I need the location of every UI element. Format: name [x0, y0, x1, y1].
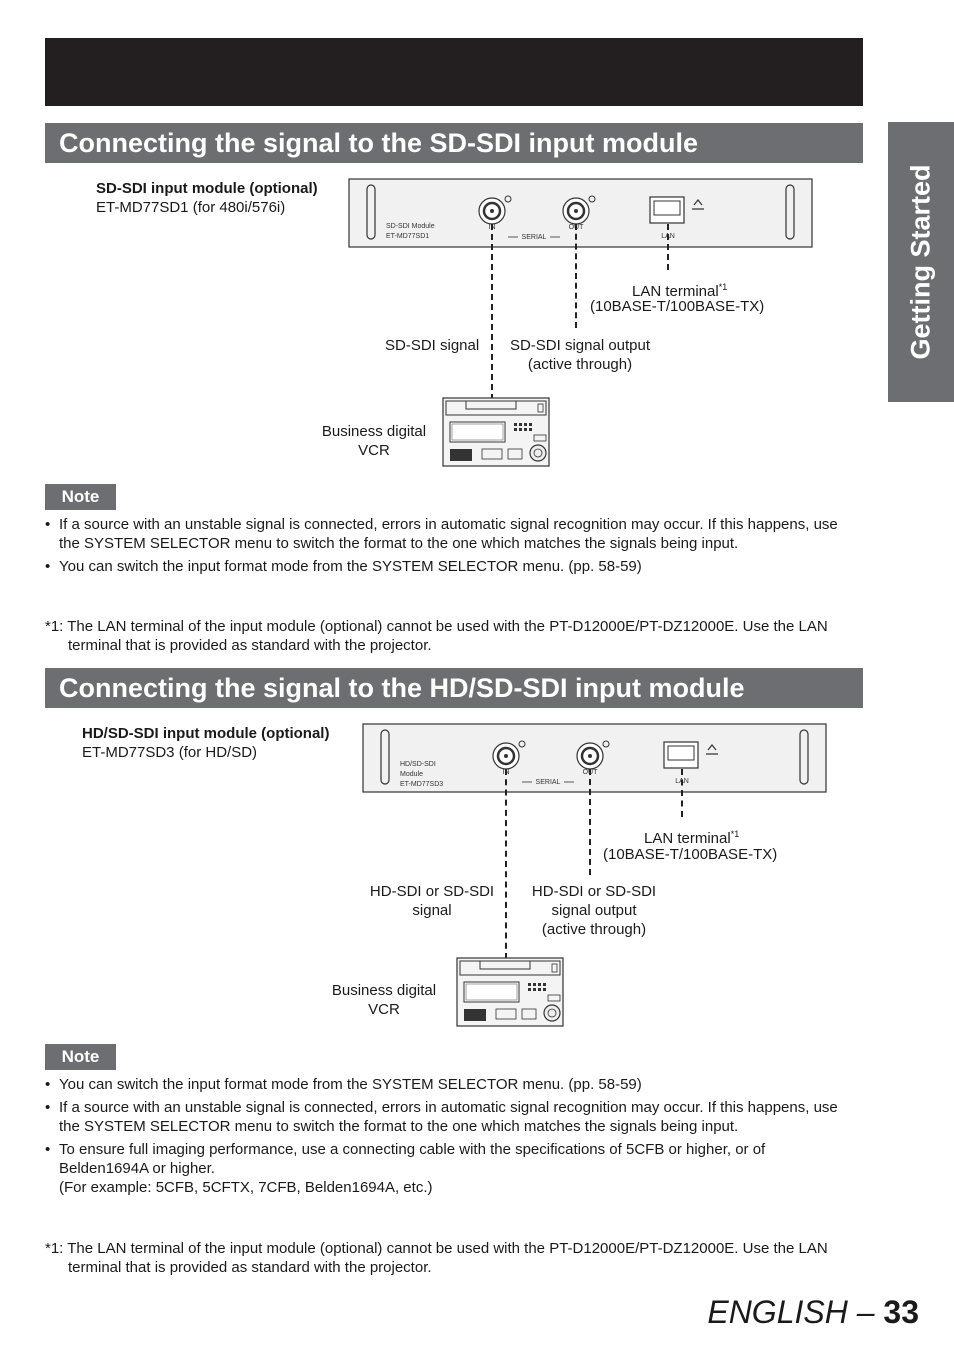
lan-terminal-spec: (10BASE-T/100BASE-TX)	[590, 298, 765, 315]
section-title-hd-sd-sdi: Connecting the signal to the HD/SD-SDI input module	[45, 668, 863, 708]
footnote: *1: The LAN terminal of the input module (optional) cannot be used with the PT-D12000E/PT-DZ12000E. Use the LAN terminal that is provided as standard with the projector.	[45, 618, 828, 654]
lan-terminal-label: LAN terminal$^{*1}$	[632, 282, 728, 300]
hd-sdi-output-cable	[589, 769, 591, 875]
module-model: ET-MD77SD3 (for HD/SD)	[82, 744, 258, 761]
panel-lan-label: LAN	[661, 233, 675, 240]
panel-in-label: IN	[488, 224, 496, 231]
panel-label-line3: ET-MD77SD3	[400, 781, 444, 788]
panel-label-line1: SD-SDI Module	[386, 223, 435, 230]
lan-terminal-label: LAN terminal$^{*1}$	[644, 829, 740, 847]
hd-sdi-output-label-line3: (active through)	[541, 921, 647, 938]
note-badge: Note	[45, 1044, 116, 1070]
panel-serial-label: SERIAL	[521, 234, 547, 241]
sd-sdi-output-cable	[575, 224, 577, 328]
hd-sdi-output-label-line1: HD-SDI or SD-SDI	[531, 883, 657, 900]
hd-sdi-signal-label-line2: signal	[412, 902, 452, 919]
side-tab-label: Getting Started	[905, 164, 936, 360]
vcr-icon	[442, 397, 550, 467]
hd-sdi-output-label-line2: signal output	[551, 902, 637, 919]
hd-sd-sdi-module-panel	[362, 723, 827, 793]
note-item: • If a source with an unstable signal is connected, errors in automatic signal recognition may occur. If this happens, use the SYSTEM SELECTOR menu to switch the format to the one which matches the signals being input.	[45, 1098, 855, 1136]
module-name: HD/SD-SDI input module (optional)	[82, 725, 330, 742]
module-name: SD-SDI input module (optional)	[96, 180, 318, 197]
panel-lan-label: LAN	[675, 778, 689, 785]
vcr-label-line2: VCR	[358, 442, 390, 459]
sd-sdi-output-label-line1: SD-SDI signal output	[509, 337, 651, 354]
panel-in-label: IN	[502, 769, 510, 776]
note-list	[45, 1075, 855, 1201]
page-number-value: 33	[883, 1294, 919, 1330]
side-tab	[888, 122, 954, 402]
panel-label-line2: ET-MD77SD1	[386, 233, 430, 240]
sd-sdi-module-panel	[348, 178, 813, 248]
lan-cable	[681, 769, 683, 817]
sd-sdi-input-cable	[491, 224, 493, 400]
footnote: *1: The LAN terminal of the input module (optional) cannot be used with the PT-D12000E/PT-DZ12000E. Use the LAN terminal that is provided as standard with the projector.	[45, 1240, 828, 1276]
note-item: • To ensure full imaging performance, use a connecting cable with the specifications of 5CFB or higher, or of Belden1694A or higher. (For example: 5CFB, 5CFTX, 7CFB, Belden1694A, etc.)	[45, 1140, 855, 1197]
note-badge: Note	[45, 484, 116, 510]
page-number-prefix: ENGLISH –	[707, 1294, 884, 1330]
panel-serial-label: SERIAL	[535, 779, 561, 786]
hd-sdi-input-cable	[505, 769, 507, 959]
module-model: ET-MD77SD1 (for 480i/576i)	[96, 199, 286, 216]
vcr-icon	[456, 957, 564, 1027]
note-item: • You can switch the input format mode from the SYSTEM SELECTOR menu. (pp. 58-59)	[45, 1075, 855, 1094]
hd-sdi-signal-label-line1: HD-SDI or SD-SDI	[369, 883, 495, 900]
panel-out-label: OUT	[568, 224, 584, 231]
vcr-label-line2: VCR	[368, 1001, 400, 1018]
page-number	[707, 1292, 919, 1332]
note-list	[45, 515, 855, 580]
lan-cable	[667, 224, 669, 270]
section-title-sd-sdi: Connecting the signal to the SD-SDI input module	[45, 123, 863, 163]
sd-sdi-output-label-line2: (active through)	[527, 356, 633, 373]
lan-terminal-spec: (10BASE-T/100BASE-TX)	[603, 846, 778, 863]
sd-sdi-signal-label: SD-SDI signal	[385, 337, 480, 354]
panel-label-line2: Module	[400, 771, 423, 778]
note-item: • You can switch the input format mode from the SYSTEM SELECTOR menu. (pp. 58-59)	[45, 557, 855, 576]
panel-out-label: OUT	[582, 769, 598, 776]
panel-label-line1: HD/SD-SDI	[400, 761, 436, 768]
header-bar	[45, 38, 863, 106]
vcr-label-line1: Business digital	[331, 982, 437, 999]
vcr-label-line1: Business digital	[321, 423, 427, 440]
note-item: • If a source with an unstable signal is connected, errors in automatic signal recognition may occur. If this happens, use the SYSTEM SELECTOR menu to switch the format to the one which matches the signals being input.	[45, 515, 855, 553]
